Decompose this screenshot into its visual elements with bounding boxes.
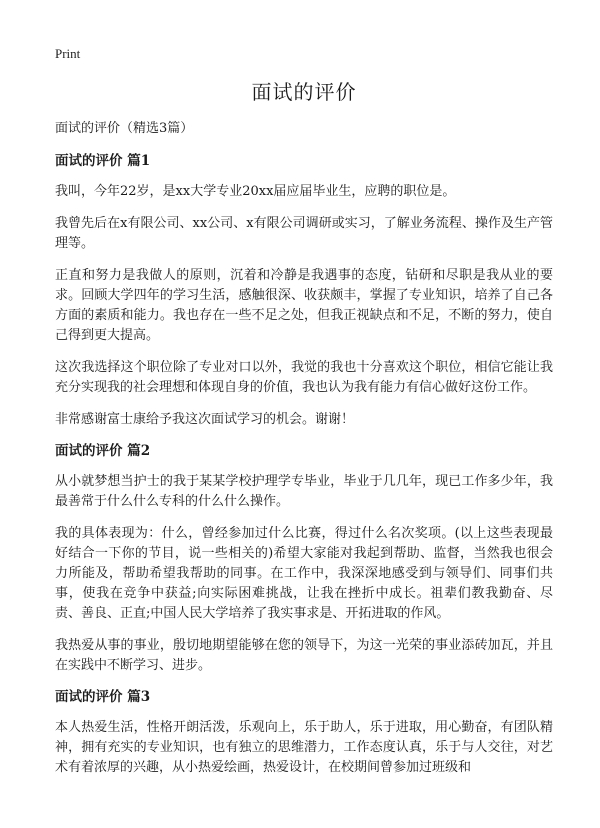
paragraph: 我热爱从事的事业，殷切地期望能够在您的领导下，为这一光荣的事业添砖加瓦，并且在实践中不断学习、进步。 [55, 638, 553, 673]
paragraph: 我叫，今年22岁，是xx大学专业20xx届应届毕业生，应聘的职位是。 [55, 184, 456, 199]
section-3 [55, 688, 553, 778]
section-2 [55, 442, 553, 676]
document-page [55, 78, 553, 790]
paragraph: 正直和努力是我做人的原则，沉着和冷静是我遇事的态度，钻研和尽职是我从业的要求。回顾大学四年的学习生活，感触很深、收获颇丰，掌握了专业知识，培养了自己各方面的素质和能力。我也存在一些不足之处，但我正视缺点和不足，不断的努力，使自己得到更大提高。 [55, 268, 553, 343]
page-title: 面试的评价 [251, 80, 357, 104]
section-heading: 面试的评价 篇3 [55, 689, 151, 705]
document-subtitle: 面试的评价（精选3篇） [55, 121, 194, 136]
print-link[interactable]: Print [55, 46, 81, 61]
paragraph: 非常感谢富士康给予我这次面试学习的机会。谢谢！ [55, 412, 355, 427]
paragraph: 我曾先后在x有限公司、xx公司、x有限公司调研或实习，了解业务流程、操作及生产管理等。 [55, 216, 553, 251]
section-1 [55, 152, 553, 430]
paragraph: 本人热爱生活，性格开朗活泼，乐观向上，乐于助人，乐于进取，用心勤奋，有团队精神，拥有充实的专业知识，也有独立的思维潜力，工作态度认真，乐于与人交往，对艺术有着浓厚的兴趣，从小热爱绘画，热爱设计，在校期间曾参加过班级和 [55, 720, 553, 775]
paragraph: 从小就梦想当护士的我于某某学校护理学专毕业，毕业于几几年，现已工作多少年，我最善常于什么什么专科的什么什么操作。 [55, 474, 553, 509]
section-heading: 面试的评价 篇2 [55, 443, 151, 459]
paragraph: 我的具体表现为：什么，曾经参加过什么比赛，得过什么名次奖项。(以上这些表现最好结合一下你的节目，说一些相关的)希望大家能对我起到帮助、监督，当然我也很会力所能及，帮助希望我帮助的同事。在工作中，我深深地感受到与领导们、同事们共事，使我在竞争中获益;向实际困难挑战，让我在挫折中成长。祖辈们教我勤奋、尽责、善良、正直;中国人民大学培养了我实事求是、开拓进取的作风。 [55, 526, 553, 621]
paragraph: 这次我选择这个职位除了专业对口以外，我觉的我也十分喜欢这个职位，相信它能让我充分实现我的社会理想和体现自身的价值，我也认为我有能力有信心做好这份工作。 [55, 360, 553, 395]
section-heading: 面试的评价 篇1 [55, 153, 151, 169]
